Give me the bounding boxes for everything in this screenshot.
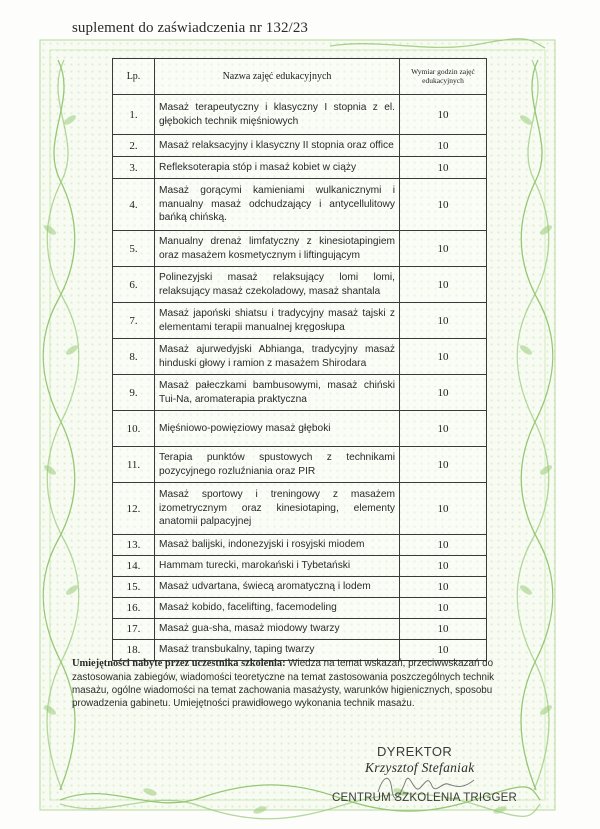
row-course-name: Manualny drenaż limfatyczny z kinesiotapingiem oraz masażem kosmetycznym i liftingującym [155,231,400,267]
row-number: 1. [113,95,155,135]
table-row [113,231,487,267]
table-row [113,447,487,483]
row-course-name: Masaż balijski, indonezyjski i rosyjski miodem [155,535,400,556]
row-course-name: Masaż relaksacyjny i klasyczny II stopnia oraz office [155,135,400,157]
table-row [113,179,487,231]
table-row [113,95,487,135]
row-course-name: Masaż udvartana, świecą aromatyczną i lodem [155,577,400,598]
skills-paragraph [72,657,520,710]
row-number: 8. [113,339,155,375]
skills-text: Wiedza na temat wskazań, przeciwwskazań do zastosowania zabiegów, wiadomości teoretyczne na temat zastosowania poszczególnych technik masażu, ogólne wiadomości na temat zachowania masażysty, warunków higienicznych, sposobu prowadzenia gabinetu. Umiejętności prawidłowego wykonania technik masażu. [72,658,495,709]
row-hours: 10 [400,640,487,661]
row-hours: 10 [400,619,487,640]
signatory-title: DYREKTOR [377,744,453,759]
row-number: 9. [113,375,155,411]
row-hours: 10 [400,535,487,556]
row-course-name: Mięśniowo-powięziowy masaż głęboki [155,411,400,447]
table-row [113,483,487,535]
row-number: 12. [113,483,155,535]
row-course-name: Masaż sportowy i treningowy z masażem izometrycznym oraz kinesiotaping, elementy anatomii palpacyjnej [155,483,400,535]
column-header-lp: Lp. [113,59,155,95]
row-number: 13. [113,535,155,556]
row-course-name: Refleksoterapia stóp i masaż kobiet w ciąży [155,157,400,179]
column-header-name: Nazwa zajęć edukacyjnych [155,59,400,95]
row-course-name: Terapia punktów spustowych z technikami pozycyjnego rozluźniania oraz PIR [155,447,400,483]
row-number: 10. [113,411,155,447]
row-number: 17. [113,619,155,640]
row-hours: 10 [400,598,487,619]
row-course-name: Masaż ajurwedyjski Abhianga, tradycyjny masaż hinduski głowy i ramion z masażem Shirodara [155,339,400,375]
row-hours: 10 [400,135,487,157]
table-row [113,619,487,640]
row-number: 7. [113,303,155,339]
row-hours: 10 [400,231,487,267]
row-hours: 10 [400,556,487,577]
row-hours: 10 [400,447,487,483]
row-course-name: Masaż kobido, facelifting, facemodeling [155,598,400,619]
row-course-name: Hammam turecki, marokański i Tybetański [155,556,400,577]
row-course-name: Masaż pałeczkami bambusowymi, masaż chiński Tui-Na, aromaterapia praktyczna [155,375,400,411]
row-number: 3. [113,157,155,179]
row-course-name: Masaż gua-sha, masaż miodowy twarzy [155,619,400,640]
row-number: 15. [113,577,155,598]
row-hours: 10 [400,179,487,231]
row-hours: 10 [400,375,487,411]
table-row [113,598,487,619]
row-course-name: Masaż gorącymi kamieniami wulkanicznymi i manualny masaż odchudzający i antycellulitowy bańką chińską. [155,179,400,231]
row-course-name: Masaż transbukalny, taping twarzy [155,640,400,661]
column-header-hours: Wymiar godzin zajęć edukacyjnych [400,59,487,95]
signatory-name: Krzysztof Stefaniak [365,760,475,775]
row-hours: 10 [400,339,487,375]
row-number: 11. [113,447,155,483]
row-course-name: Masaż japoński shiatsu i tradycyjny masaż tajski z elementami terapii manualnej kręgosłupa [155,303,400,339]
row-hours: 10 [400,95,487,135]
row-number: 14. [113,556,155,577]
row-number: 2. [113,135,155,157]
table-row [113,556,487,577]
table-row [113,267,487,303]
row-hours: 10 [400,303,487,339]
row-number: 4. [113,179,155,231]
row-hours: 10 [400,483,487,535]
table-row [113,411,487,447]
row-hours: 10 [400,157,487,179]
skills-label: Umiejętności nabyte przez uczestnika szkolenia: [72,658,286,669]
row-number: 5. [113,231,155,267]
table-row [113,157,487,179]
table-row [113,375,487,411]
table-row [113,535,487,556]
row-number: 16. [113,598,155,619]
row-course-name: Masaż terapeutyczny i klasyczny I stopnia z el. głębokich technik mięśniowych [155,95,400,135]
row-number: 6. [113,267,155,303]
row-number: 18. [113,640,155,661]
row-hours: 10 [400,267,487,303]
table-header-row [113,59,487,95]
table-row [113,577,487,598]
row-hours: 10 [400,577,487,598]
row-hours: 10 [400,411,487,447]
organization-stamp: CENTRUM SZKOLENIA TRIGGER [332,792,517,804]
table-row [113,135,487,157]
supplement-header: suplement do zaświadczenia nr 132/23 [72,20,309,36]
table-row [113,339,487,375]
education-table [112,58,487,661]
table-row [113,303,487,339]
row-course-name: Polinezyjski masaż relaksujący lomi lomi, relaksujący masaż czekoladowy, masaż shantala [155,267,400,303]
